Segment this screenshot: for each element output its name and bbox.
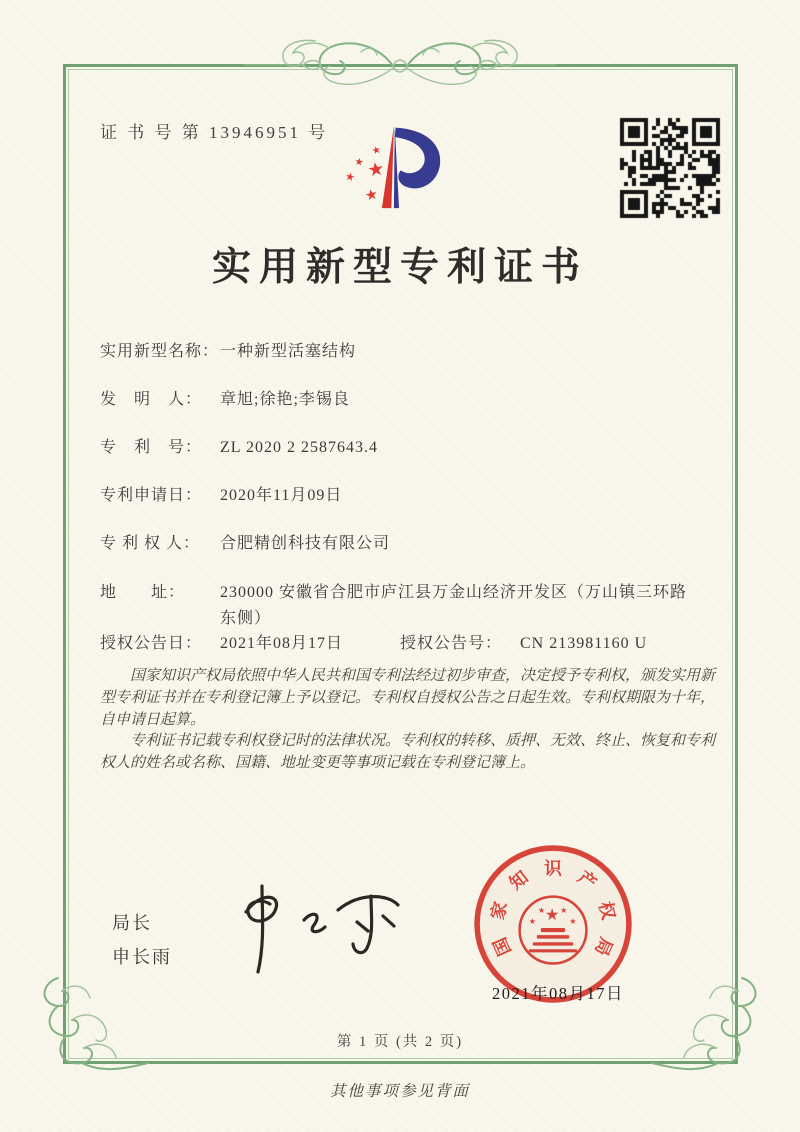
field-label: 发 明 人： xyxy=(100,391,203,408)
svg-text:★: ★ xyxy=(544,904,560,924)
field-value: 230000 安徽省合肥市庐江县万金山经济开发区（万山镇三环路东侧） xyxy=(220,584,688,627)
svg-text:★: ★ xyxy=(537,904,546,915)
field-row-patentee xyxy=(100,532,720,556)
legal-paragraph: 国家知识产权局依照中华人民共和国专利法经过初步审查，决定授予专利权，颁发实用新型专利证书并在专利登记簿上予以登记。专利权自授权公告之日起生效。专利权期限为十年，自申请日起算。 xyxy=(100,668,716,728)
signer-name: 申长雨 xyxy=(112,947,172,967)
qr-code xyxy=(618,116,722,220)
svg-text:★: ★ xyxy=(528,916,536,926)
field-value: 合肥精创科技有限公司 xyxy=(220,535,391,552)
field-value: 2021年08月17日 xyxy=(220,635,344,652)
signature-handwriting-icon xyxy=(208,880,440,990)
field-value: 章旭;徐艳;李锡良 xyxy=(220,391,350,408)
field-label: 专 利 号： xyxy=(100,439,203,456)
svg-text:★: ★ xyxy=(560,904,568,915)
field-label: 实用新型名称： xyxy=(100,343,220,360)
field-label: 地 址： xyxy=(100,584,186,601)
certificate-number: 证 书 号 第 13946951 号 xyxy=(100,123,329,142)
field-label: 专利申请日： xyxy=(100,487,203,504)
field-value: 2020年11月09日 xyxy=(220,487,343,504)
signer-block xyxy=(112,906,172,974)
svg-text:产: 产 xyxy=(574,866,601,894)
legal-text xyxy=(100,666,718,775)
field-row-patent-number xyxy=(100,436,720,460)
field-row-name xyxy=(100,340,720,364)
field-value: ZL 2020 2 2587643.4 xyxy=(220,439,378,456)
svg-text:局: 局 xyxy=(591,934,617,959)
svg-text:知: 知 xyxy=(505,866,532,894)
svg-text:家: 家 xyxy=(487,899,511,922)
field-label: 专 利 权 人： xyxy=(100,535,201,552)
back-note: 其他事项参见背面 xyxy=(329,1083,470,1100)
svg-text:★: ★ xyxy=(366,158,386,182)
seal-date: 2021年08月17日 xyxy=(492,984,624,1003)
field-value: CN 213981160 U xyxy=(520,635,648,652)
certificate-title: 实用新型专利证书 xyxy=(211,246,588,289)
svg-text:国: 国 xyxy=(489,934,515,959)
field-row-grant xyxy=(100,632,720,656)
field-label: 授权公告日： xyxy=(100,635,203,652)
signer-title: 局长 xyxy=(112,913,152,933)
legal-paragraph: 专利证书记载专利权登记时的法律状况。专利权的转移、质押、无效、终止、恢复和专利权人的姓名或名称、国籍、地址变更等事项记载在专利登记簿上。 xyxy=(100,733,716,772)
field-row-address xyxy=(100,580,720,632)
svg-text:权: 权 xyxy=(595,899,619,922)
field-value: 一种新型活塞结构 xyxy=(220,343,357,360)
cnipa-logo-icon xyxy=(334,108,488,238)
svg-text:★: ★ xyxy=(569,916,577,926)
svg-text:★: ★ xyxy=(370,143,383,158)
svg-text:★: ★ xyxy=(353,155,365,169)
field-label: 授权公告号： xyxy=(400,635,503,652)
svg-text:识: 识 xyxy=(544,858,562,879)
page-number: 第 1 页 (共 2 页) xyxy=(336,1034,464,1050)
field-row-filing-date xyxy=(100,484,720,508)
field-row-inventors xyxy=(100,388,720,412)
svg-text:★: ★ xyxy=(363,186,380,205)
svg-text:★: ★ xyxy=(343,169,357,185)
